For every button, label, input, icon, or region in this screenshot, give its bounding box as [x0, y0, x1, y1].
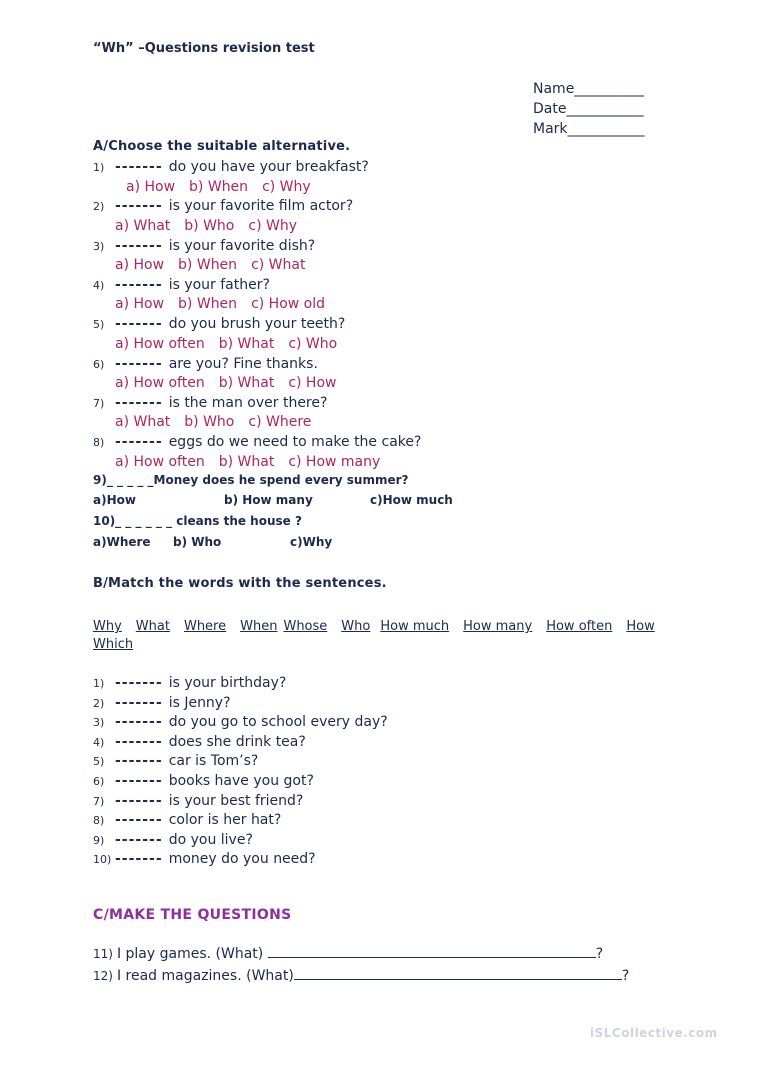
options-8	[115, 454, 394, 470]
question-text: car is Tom’s?	[168, 753, 259, 770]
option-a[interactable]: a) How	[115, 296, 165, 313]
question-number: 3)	[93, 239, 105, 253]
question-number: 11)	[93, 947, 113, 961]
match-question-1	[93, 675, 286, 691]
q10-option-a[interactable]: a)Where	[93, 535, 151, 549]
date-field[interactable]: Date___________	[533, 101, 644, 117]
question-number: 7)	[93, 396, 105, 410]
answer-blank[interactable]: -------	[115, 831, 163, 848]
answer-blank[interactable]: -------	[115, 276, 163, 293]
answer-line-12[interactable]	[294, 965, 622, 980]
options-1	[126, 179, 325, 195]
word-bank-item: Whose	[283, 619, 328, 634]
question-4	[93, 277, 270, 293]
option-c[interactable]: c) How	[288, 375, 337, 391]
match-question-5	[93, 753, 258, 769]
section-a-heading: A/Choose the suitable alternative.	[93, 139, 351, 154]
question-text: eggs do we need to make the cake?	[168, 434, 422, 451]
option-b[interactable]: b) When	[178, 296, 238, 313]
option-b[interactable]: b) Who	[184, 414, 235, 431]
option-c[interactable]: c) Who	[288, 335, 338, 352]
options-7	[115, 414, 325, 430]
section-c-heading: C/MAKE THE QUESTIONS	[93, 907, 292, 923]
answer-blank[interactable]: -------	[115, 675, 163, 691]
question-number: 6)	[93, 357, 105, 371]
word-bank	[93, 619, 655, 634]
option-c[interactable]: c) Why	[262, 178, 311, 195]
q10-option-b[interactable]: b) Who	[173, 535, 222, 549]
question-number: 5)	[93, 755, 105, 769]
question-text: do you have your breakfast?	[168, 159, 369, 175]
word-bank-item: Why	[93, 619, 122, 634]
option-c[interactable]: c) Why	[248, 217, 297, 234]
watermark: iSLCollective.com	[590, 1026, 718, 1040]
worksheet-title: “Wh” –Questions revision test	[93, 41, 315, 56]
question-number: 10)	[93, 853, 112, 867]
question-7	[93, 395, 327, 411]
word-bank-item: How many	[463, 619, 533, 634]
answer-blank[interactable]: -------	[115, 753, 163, 770]
options-3	[115, 257, 319, 273]
question-text: is your best friend?	[168, 792, 304, 809]
word-bank-item: What	[135, 619, 170, 634]
question-10: 10)_ _ _ _ _ _ cleans the house ?	[93, 514, 302, 528]
match-question-10	[93, 851, 316, 867]
q9-option-c[interactable]: c)How much	[370, 493, 453, 507]
question-12	[93, 965, 629, 984]
option-b[interactable]: b) When	[189, 178, 249, 195]
question-number: 8)	[93, 436, 105, 450]
question-number: 3)	[93, 716, 105, 730]
question-text: I read magazines. (What)	[116, 968, 294, 984]
question-number: 4)	[93, 278, 105, 292]
header-fields	[533, 79, 645, 139]
answer-blank[interactable]: -------	[115, 434, 163, 451]
question-number: 7)	[93, 794, 105, 808]
word-bank-item: How much	[380, 619, 450, 634]
word-bank-item: How often	[546, 619, 613, 634]
option-a[interactable]: a) How often	[115, 453, 205, 470]
match-question-4	[93, 734, 306, 750]
option-c[interactable]: c) What	[251, 257, 306, 274]
answer-blank[interactable]: -------	[115, 394, 163, 411]
question-text: is your father?	[168, 276, 270, 293]
question-6	[93, 356, 318, 372]
match-question-3	[93, 714, 388, 730]
options-2	[115, 218, 311, 234]
options-4	[115, 296, 339, 312]
match-question-8	[93, 812, 281, 828]
answer-blank[interactable]: -------	[115, 773, 163, 789]
question-text: is your favorite dish?	[168, 237, 316, 254]
option-b[interactable]: b) Who	[184, 217, 235, 234]
question-number: 9)	[93, 833, 105, 847]
question-number: 8)	[93, 814, 105, 828]
option-c[interactable]: c) How many	[288, 453, 381, 470]
question-5	[93, 316, 345, 332]
question-number: 6)	[93, 775, 105, 788]
question-11	[93, 943, 603, 962]
question-3	[93, 238, 315, 254]
question-text: books have you got?	[168, 773, 314, 789]
option-a[interactable]: a) What	[115, 217, 171, 234]
match-question-6	[93, 773, 314, 789]
answer-blank[interactable]: -------	[115, 812, 163, 829]
match-question-7	[93, 793, 303, 809]
question-text: are you? Fine thanks.	[168, 355, 318, 372]
question-number: 4)	[93, 735, 105, 749]
question-number: 1)	[93, 677, 105, 690]
question-number: 2)	[93, 200, 105, 214]
question-number: 1)	[93, 161, 105, 174]
question-end: ?	[621, 968, 630, 984]
answer-line-11[interactable]	[268, 943, 596, 958]
q10-option-c[interactable]: c)Why	[290, 535, 333, 549]
answer-blank[interactable]: -------	[115, 355, 163, 372]
answer-blank[interactable]: -------	[115, 237, 163, 254]
question-number: 5)	[93, 318, 105, 332]
word-bank-item: Who	[341, 619, 371, 634]
answer-blank[interactable]: -------	[115, 159, 163, 175]
q9-option-a[interactable]: a)How	[93, 493, 136, 507]
question-text: color is her hat?	[168, 812, 282, 829]
answer-blank[interactable]: -------	[115, 851, 163, 868]
question-text: do you live?	[168, 831, 253, 848]
question-text: is the man over there?	[168, 394, 328, 411]
option-a[interactable]: a) How often	[115, 335, 205, 352]
word-bank-item: How	[626, 619, 655, 634]
question-text: is your favorite film actor?	[168, 198, 354, 215]
section-b-heading: B/Match the words with the sentences.	[93, 576, 387, 591]
option-c[interactable]: c) Where	[248, 414, 312, 431]
question-text: is your birthday?	[168, 675, 287, 691]
question-2	[93, 198, 353, 214]
option-b[interactable]: b) When	[178, 257, 238, 274]
answer-blank[interactable]: -------	[115, 733, 163, 750]
option-b[interactable]: b) What	[218, 453, 275, 470]
option-a[interactable]: a) How often	[115, 375, 205, 391]
mark-field[interactable]: Mark___________	[533, 121, 645, 137]
option-b[interactable]: b) What	[218, 335, 275, 352]
question-number: 12)	[93, 969, 113, 983]
match-question-9	[93, 832, 253, 848]
answer-blank[interactable]: -------	[115, 694, 163, 711]
word-bank-item: Where	[183, 619, 227, 634]
question-text: is Jenny?	[168, 694, 231, 711]
name-field[interactable]: Name__________	[533, 81, 645, 97]
question-number: 2)	[93, 696, 105, 710]
word-bank-item: When	[240, 619, 278, 634]
options-6	[115, 375, 350, 391]
word-bank-line2: Which	[93, 637, 134, 652]
option-c[interactable]: c) How old	[251, 296, 326, 313]
question-text: do you brush your teeth?	[168, 316, 346, 333]
question-9: 9)_ _ _ _ _Money does he spend every summer?	[93, 473, 409, 487]
question-8	[93, 434, 421, 450]
option-b[interactable]: b) What	[218, 375, 275, 391]
option-a[interactable]: a) How	[115, 257, 165, 274]
question-1	[93, 159, 369, 175]
question-text: I play games. (What)	[116, 946, 264, 962]
option-a[interactable]: a) What	[115, 414, 171, 431]
question-end: ?	[595, 946, 604, 962]
answer-blank[interactable]: -------	[115, 316, 163, 333]
answer-blank[interactable]: -------	[115, 792, 163, 809]
match-question-2	[93, 695, 231, 711]
question-text: money do you need?	[168, 851, 316, 868]
answer-blank[interactable]: -------	[115, 714, 163, 731]
question-text: does she drink tea?	[168, 733, 306, 750]
answer-blank[interactable]: -------	[115, 198, 163, 215]
options-5	[115, 336, 351, 352]
question-text: do you go to school every day?	[168, 714, 388, 731]
q9-option-b[interactable]: b) How many	[224, 493, 313, 507]
option-a[interactable]: a) How	[126, 178, 176, 195]
